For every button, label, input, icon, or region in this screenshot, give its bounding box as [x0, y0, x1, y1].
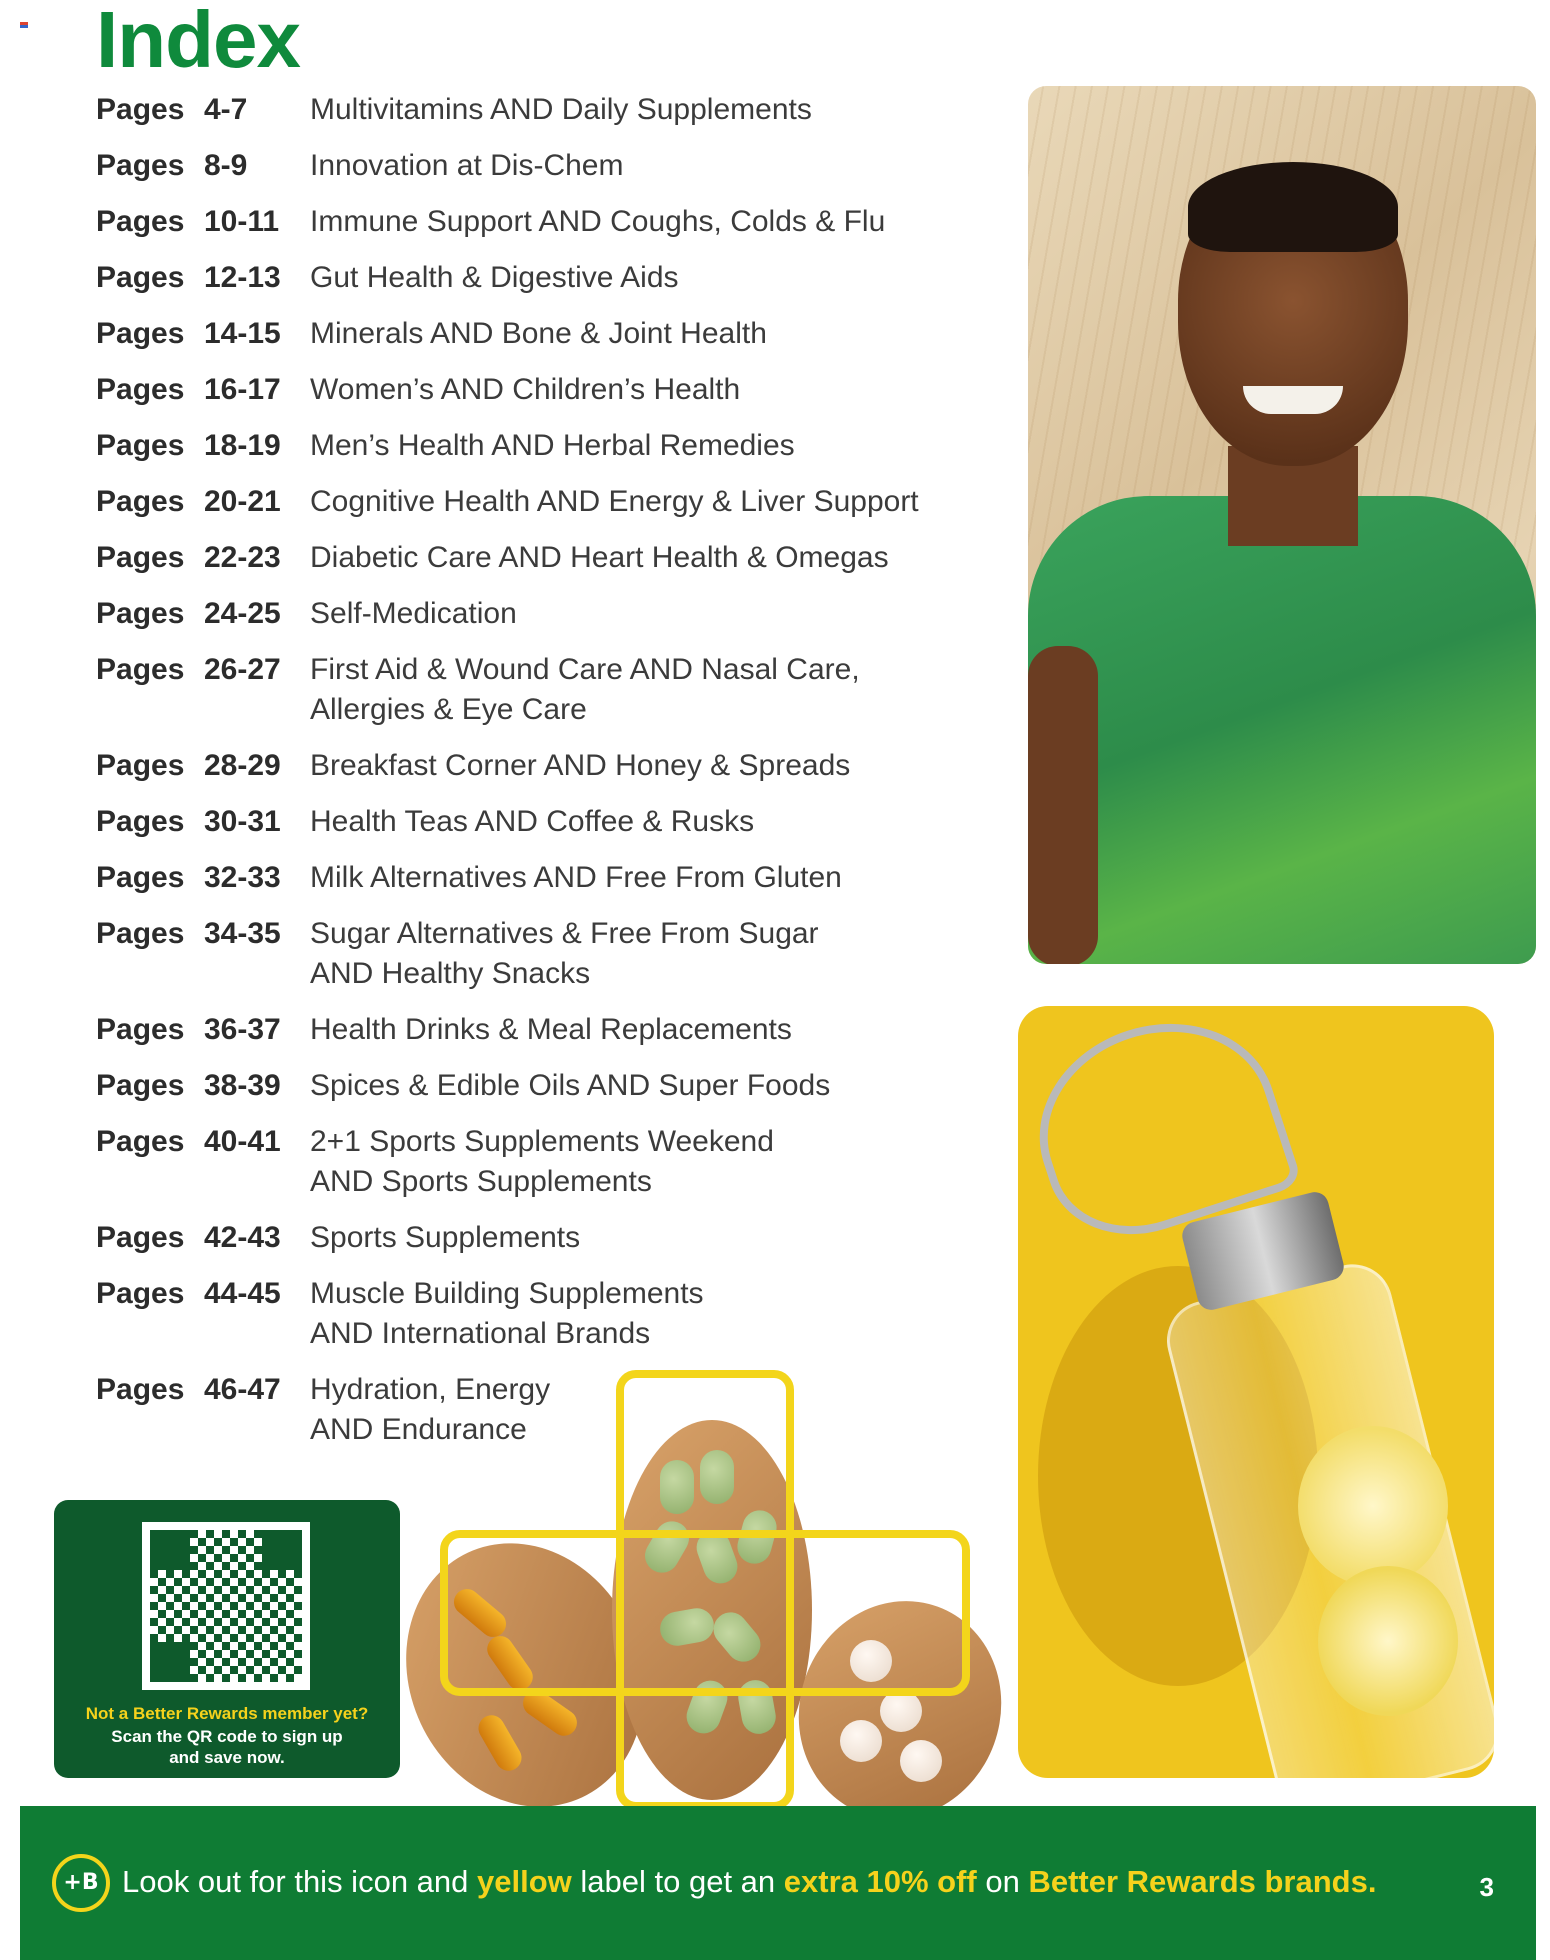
index-topic-line: Muscle Building Supplements	[310, 1277, 704, 1310]
index-topic	[310, 650, 1010, 730]
page-range: 42-43	[204, 1221, 281, 1254]
page-range: 32-33	[204, 861, 281, 894]
index-topic-line: Hydration, Energy	[310, 1373, 551, 1406]
index-topic-line: Health Drinks & Meal Replacements	[310, 1013, 792, 1046]
index-topic	[310, 594, 1010, 634]
index-topic-line: AND Healthy Snacks	[310, 957, 591, 990]
pages-label: Pages	[96, 429, 185, 462]
index-topic	[310, 746, 1010, 786]
qr-promo-box	[54, 1500, 400, 1778]
index-topic	[310, 1066, 1010, 1106]
page-range: 12-13	[204, 261, 281, 294]
index-topic-line: Diabetic Care AND Heart Health & Omegas	[310, 541, 889, 574]
index-topic	[310, 1122, 1010, 1202]
pages-label: Pages	[96, 597, 185, 630]
page-range: 46-47	[204, 1373, 281, 1406]
index-topic-line: Innovation at Dis-Chem	[310, 149, 624, 182]
page-range: 36-37	[204, 1013, 281, 1046]
page-range: 24-25	[204, 597, 281, 630]
banner-text-part: label to get an	[571, 1864, 784, 1899]
index-topic	[310, 914, 1010, 994]
page-range: 4-7	[204, 93, 248, 126]
page-number: 3	[1479, 1872, 1494, 1902]
page-range: 22-23	[204, 541, 281, 574]
page-range: 38-39	[204, 1069, 281, 1102]
pages-label: Pages	[96, 1221, 185, 1254]
banner-text-part: on	[976, 1864, 1029, 1899]
index-topic-line: First Aid & Wound Care AND Nasal Care,	[310, 653, 860, 686]
index-topic-line: Breakfast Corner AND Honey & Spreads	[310, 749, 851, 782]
flag-icon	[20, 22, 28, 28]
page-range: 16-17	[204, 373, 281, 406]
better-rewards-icon: +B	[52, 1854, 110, 1912]
smile	[1243, 386, 1343, 414]
page-range: 28-29	[204, 749, 281, 782]
pages-label: Pages	[96, 749, 185, 782]
qr-body	[54, 1726, 400, 1768]
pages-label: Pages	[96, 261, 185, 294]
index-topic	[310, 802, 1010, 842]
man-photo	[1028, 86, 1536, 964]
index-topic	[310, 858, 1010, 898]
index-topic	[310, 482, 1010, 522]
page-range: 8-9	[204, 149, 248, 182]
index-topic-line: Multivitamins AND Daily Supplements	[310, 93, 812, 126]
banner-highlight: extra 10% off	[783, 1864, 977, 1899]
index-topic	[310, 538, 1010, 578]
index-topic-line: Allergies & Eye Care	[310, 693, 587, 726]
lemon-slice	[1318, 1566, 1458, 1716]
pages-label: Pages	[96, 805, 185, 838]
page-range: 20-21	[204, 485, 281, 518]
index-topic-line: Self-Medication	[310, 597, 517, 630]
medical-cross-outline	[440, 1370, 970, 1810]
pages-label: Pages	[96, 485, 185, 518]
index-topic	[310, 1274, 1010, 1354]
qr-headline: Not a Better Rewards member yet?	[85, 1704, 369, 1723]
index-topic-line: Minerals AND Bone & Joint Health	[310, 317, 767, 350]
index-topic	[310, 202, 1010, 242]
page-range: 44-45	[204, 1277, 281, 1310]
index-topic	[310, 146, 1010, 186]
page-range: 18-19	[204, 429, 281, 462]
index-topic-line: Sports Supplements	[310, 1221, 581, 1254]
index-topic	[310, 314, 1010, 354]
index-topic-line: Spices & Edible Oils AND Super Foods	[310, 1069, 831, 1102]
pages-label: Pages	[96, 541, 185, 574]
index-topic-line: Immune Support AND Coughs, Colds & Flu	[310, 205, 886, 238]
water-bottle-photo	[1018, 1006, 1494, 1778]
index-topic-line: Health Teas AND Coffee & Rusks	[310, 805, 755, 838]
index-topic	[310, 426, 1010, 466]
pages-label: Pages	[96, 861, 185, 894]
index-topic-line: Men’s Health AND Herbal Remedies	[310, 429, 795, 462]
pages-label: Pages	[96, 373, 185, 406]
banner-text	[122, 1860, 1376, 1904]
pages-label: Pages	[96, 317, 185, 350]
pages-label: Pages	[96, 1277, 185, 1310]
pages-label: Pages	[96, 205, 185, 238]
arm	[1028, 646, 1098, 964]
page-range: 30-31	[204, 805, 281, 838]
page-title: Index	[96, 0, 300, 84]
index-topic	[310, 1218, 1010, 1258]
index-topic-line: Cognitive Health AND Energy & Liver Support	[310, 485, 919, 518]
pages-label: Pages	[96, 93, 185, 126]
index-topic	[310, 1010, 1010, 1050]
lemon-slice	[1298, 1426, 1448, 1586]
rewards-banner	[20, 1806, 1536, 1960]
index-topic	[310, 258, 1010, 298]
pages-label: Pages	[96, 149, 185, 182]
index-topic-line: Women’s AND Children’s Health	[310, 373, 741, 406]
banner-highlight: Better Rewards brands.	[1028, 1864, 1377, 1899]
qr-body-line-2: and save now.	[169, 1748, 285, 1767]
banner-text-part: Look out for this icon and	[122, 1864, 478, 1899]
banner-highlight: yellow	[477, 1864, 572, 1899]
green-shirt	[1028, 496, 1536, 964]
index-topic-line: Sugar Alternatives & Free From Sugar	[310, 917, 819, 950]
index-topic	[310, 90, 1010, 130]
index-topic-line: AND Sports Supplements	[310, 1165, 652, 1198]
hair	[1188, 162, 1398, 252]
pages-label: Pages	[96, 917, 185, 950]
pages-label: Pages	[96, 1125, 185, 1158]
index-topic-line: AND Endurance	[310, 1413, 527, 1446]
index-topic-line: AND International Brands	[310, 1317, 651, 1350]
pages-label: Pages	[96, 1373, 185, 1406]
index-topic-line: 2+1 Sports Supplements Weekend	[310, 1125, 774, 1158]
pages-label: Pages	[96, 1013, 185, 1046]
page-range: 10-11	[204, 205, 280, 238]
qr-code-icon[interactable]	[142, 1522, 310, 1690]
index-topic-line: Gut Health & Digestive Aids	[310, 261, 679, 294]
page-range: 34-35	[204, 917, 281, 950]
pages-label: Pages	[96, 1069, 185, 1102]
qr-body-line-1: Scan the QR code to sign up	[111, 1727, 343, 1746]
page-range: 14-15	[204, 317, 281, 350]
page-range: 26-27	[204, 653, 281, 686]
pages-label: Pages	[96, 653, 185, 686]
page-range: 40-41	[204, 1125, 281, 1158]
index-topic-line: Milk Alternatives AND Free From Gluten	[310, 861, 842, 894]
index-topic	[310, 370, 1010, 410]
